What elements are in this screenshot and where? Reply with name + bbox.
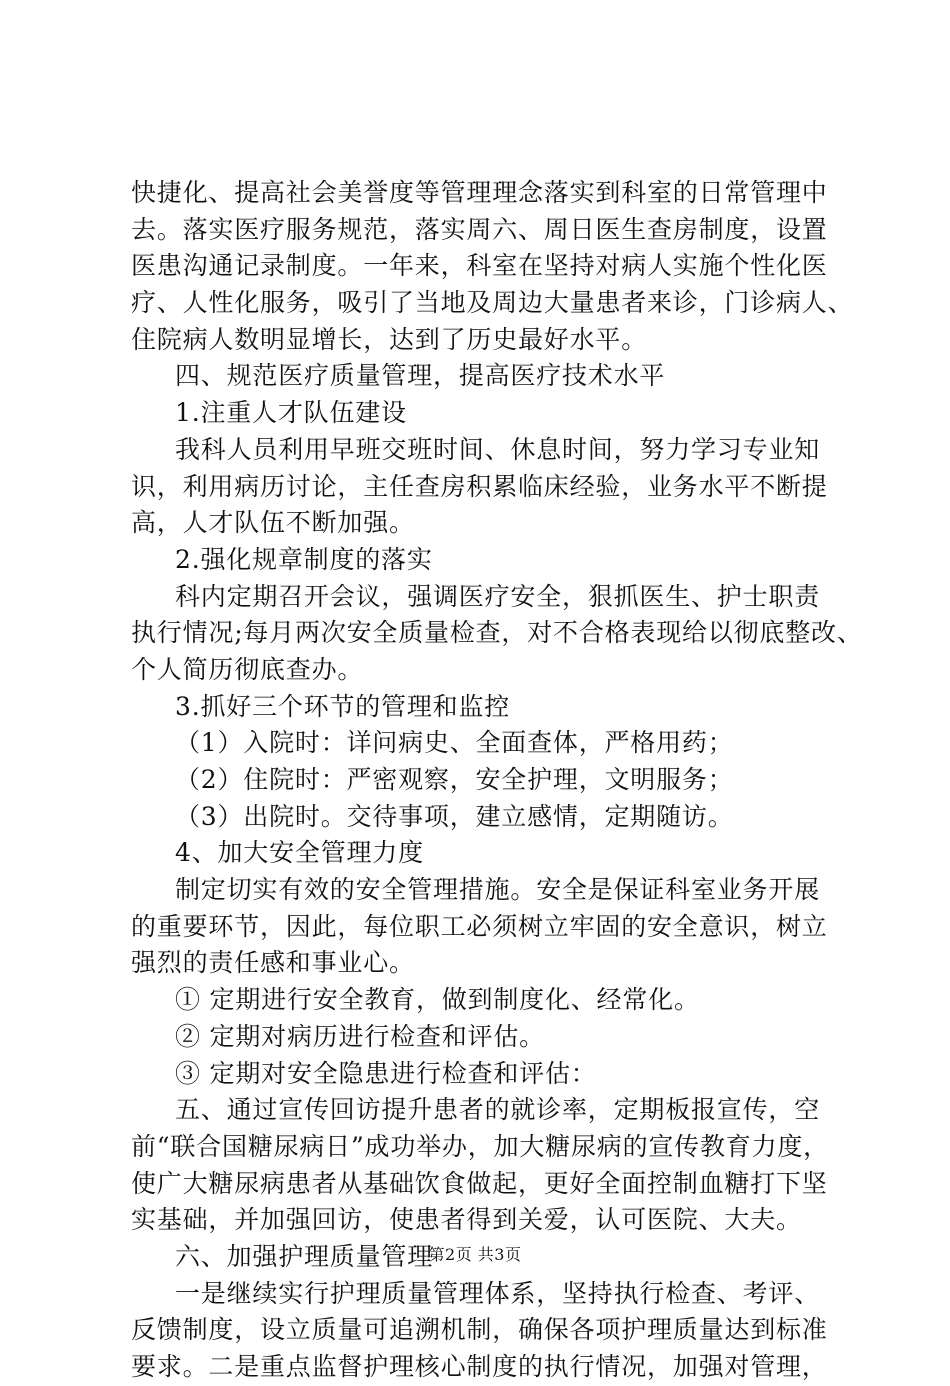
text-line: 住院病人数明显增长，达到了历史最好水平。 <box>131 324 648 354</box>
text-line: 要求。二是重点监督护理核心制度的执行情况，加强对管理， <box>131 1352 828 1381</box>
text-line: 我科人员利用早班交班时间、休息时间，努力学习专业知 <box>175 434 821 464</box>
text-line: ③ 定期对安全隐患进行检查和评估： <box>175 1058 597 1088</box>
text-line: 使广大糖尿病患者从基础饮食做起，更好全面控制血糖打下坚 <box>131 1168 828 1198</box>
text-line: 去。落实医疗服务规范，落实周六、周日医生查房制度，设置 <box>131 214 828 244</box>
text-line: 快捷化、提高社会美誉度等管理理念落实到科室的日常管理中 <box>131 178 828 207</box>
text-line: 医患沟通记录制度。一年来，科室在坚持对病人实施个性化医 <box>131 251 828 281</box>
text-line: （2）住院时：严密观察，安全护理，文明服务； <box>175 765 734 794</box>
text-line: 前“联合国糖尿病日”成功举办，加大糖尿病的宣传教育力度， <box>131 1131 829 1161</box>
text-line: （3）出院时。交待事项，建立感情，定期随访。 <box>175 801 734 831</box>
text-line: ② 定期对病历进行检查和评估。 <box>175 1021 545 1051</box>
text-line: 四、规范医疗质量管理，提高医疗技术水平 <box>175 361 666 391</box>
text-line: 3.抓好三个环节的管理和监控 <box>175 691 511 721</box>
text-line: 强烈的责任感和事业心。 <box>131 948 415 978</box>
text-line: 五、通过宣传回访提升患者的就诊率，定期板报宣传，空 <box>175 1095 821 1125</box>
document-body <box>131 175 863 1386</box>
text-line: ① 定期进行安全教育，做到制度化、经常化。 <box>175 985 700 1015</box>
text-line: 科内定期召开会议，强调医疗安全，狠抓医生、护士职责 <box>175 581 821 611</box>
text-line: 制定切实有效的安全管理措施。安全是保证科室业务开展 <box>175 875 821 905</box>
text-line: 实基础，并加强回访，使患者得到关爱，认可医院、大夫。 <box>131 1205 802 1235</box>
text-line: 疗、人性化服务，吸引了当地及周边大量患者来诊，门诊病人、 <box>131 288 854 318</box>
page-footer: 第2页 共3页 <box>428 1245 522 1264</box>
text-line: 一是继续实行护理质量管理体系，坚持执行检查、考评、 <box>175 1278 821 1308</box>
text-line: 2.强化规章制度的落实 <box>175 544 433 574</box>
text-line: （1）入院时：详问病史、全面查体，严格用药； <box>175 728 734 758</box>
text-line: 的重要环节，因此，每位职工必须树立牢固的安全意识，树立 <box>131 911 828 941</box>
text-line: 1.注重人才队伍建设 <box>175 398 407 428</box>
text-line: 高，人才队伍不断加强。 <box>131 508 415 538</box>
text-line: 六、加强护理质量管理 <box>175 1241 434 1271</box>
text-line: 执行情况;每月两次安全质量检查，对不合格表现给以彻底整改、 <box>131 618 863 648</box>
text-line: 反馈制度，设立质量可追溯机制，确保各项护理质量达到标准 <box>131 1315 828 1345</box>
text-line: 个人简历彻底查办。 <box>131 654 364 684</box>
text-line: 识，利用病历讨论，主任查房积累临床经验，业务水平不断提 <box>131 471 828 501</box>
text-line: 4、加大安全管理力度 <box>175 838 424 868</box>
